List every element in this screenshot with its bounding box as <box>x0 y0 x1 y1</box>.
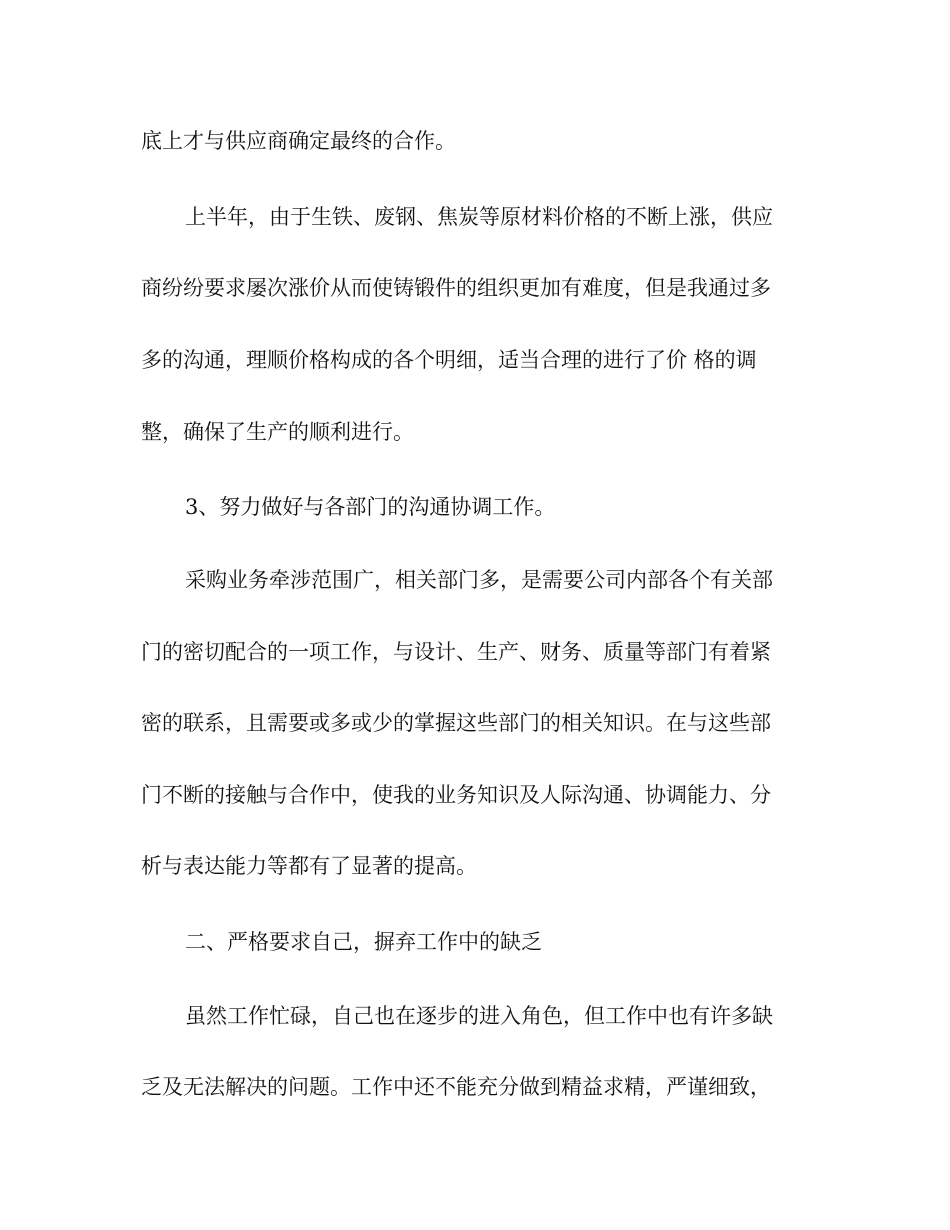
text-line: 整，确保了生产的顺利进行。 <box>141 420 414 444</box>
text-line: 乏及无法解决的问题。工作中还不能充分做到精益求精，严谨细致， <box>141 1075 771 1099</box>
section-heading: 3、努力做好与各部门的沟通协调工作。 <box>185 495 556 519</box>
text-line: 门的密切配合的一项工作，与设计、生产、财务、质量等部门有着紧 <box>141 640 771 664</box>
text-line: 多的沟通，理顺价格构成的各个明细，适当合理的进行了价 格的调 <box>141 348 757 372</box>
paragraph-start-line: 采购业务牵涉范围广，相关部门多，是需要公司内部各个有关部 <box>185 568 773 592</box>
section-heading: 二、严格要求自己，摒弃工作中的缺乏 <box>185 930 542 954</box>
text-line: 商纷纷要求屡次涨价从而使铸锻件的组织更加有难度，但是我通过多 <box>141 276 771 300</box>
text-line: 密的联系，且需要或多或少的掌握这些部门的相关知识。在与这些部 <box>141 711 771 735</box>
paragraph-start-line: 上半年，由于生铁、废钢、焦炭等原材料价格的不断上涨，供应 <box>185 205 773 229</box>
text-line: 门不断的接触与合作中，使我的业务知识及人际沟通、协调能力、分 <box>141 783 771 807</box>
text-line: 底上才与供应商确定最终的合作。 <box>141 129 456 153</box>
text-line: 析与表达能力等都有了显著的提高。 <box>141 854 477 878</box>
paragraph-start-line: 虽然工作忙碌，自己也在逐步的进入角色，但工作中也有许多缺 <box>185 1004 773 1028</box>
